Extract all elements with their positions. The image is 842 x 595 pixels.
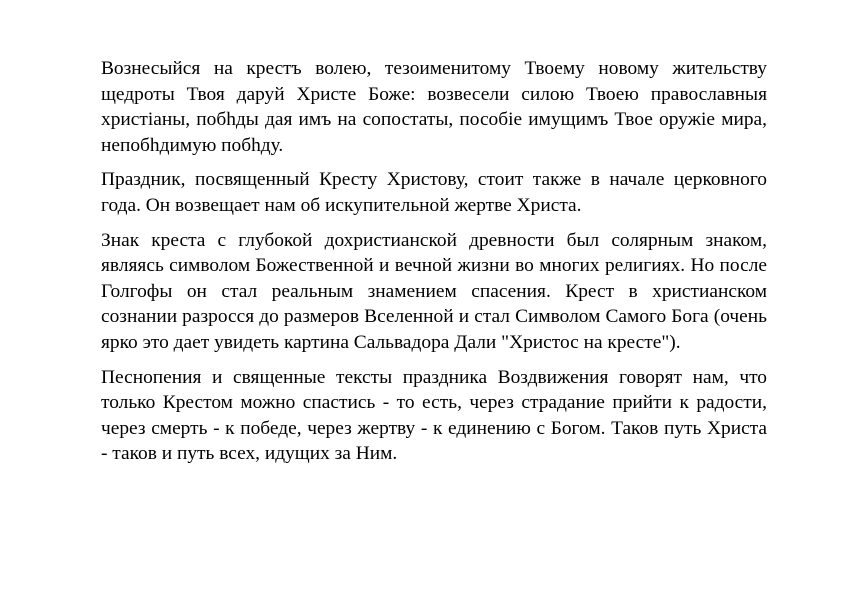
document-page	[101, 56, 767, 476]
paragraph-cross-symbol: Знак креста с глубокой дохристианской древности был солярным знаком, являясь символом Божественной и вечной жизни во многих религиях. Но после Голгофы он стал реальным знамением спасения. Крест в христианском сознании разросся до размеров Вселенной и стал Символом Самого Бога (очень ярко это дает увидеть картина Сальвадора Дали "Христос на кресте").	[101, 229, 767, 353]
paragraph-troparion: Вознесыйся на крестъ волею, тезоименитому Твоему новому жительству щедроты Твоя даруй Христе Боже: возвесели силою Твоею православныя христiаны, побhды дая имъ на сопостаты, пособiе имущимъ Твое оружiе мира, непобhдимую побhду.	[101, 58, 767, 156]
paragraph-feast-intro: Праздник, посвященный Кресту Христову, стоит также в начале церковного года. Он возвещает нам об искупительной жертве Христа.	[101, 169, 767, 216]
paragraph-hymns: Песнопения и священные тексты праздника Воздвижения говорят нам, что только Крестом можно спастись - то есть, через страдание прийти к радости, через смерть - к победе, через жертву - к единению с Богом. Таков путь Христа - таков и путь всех, идущих за Ним.	[101, 366, 767, 465]
